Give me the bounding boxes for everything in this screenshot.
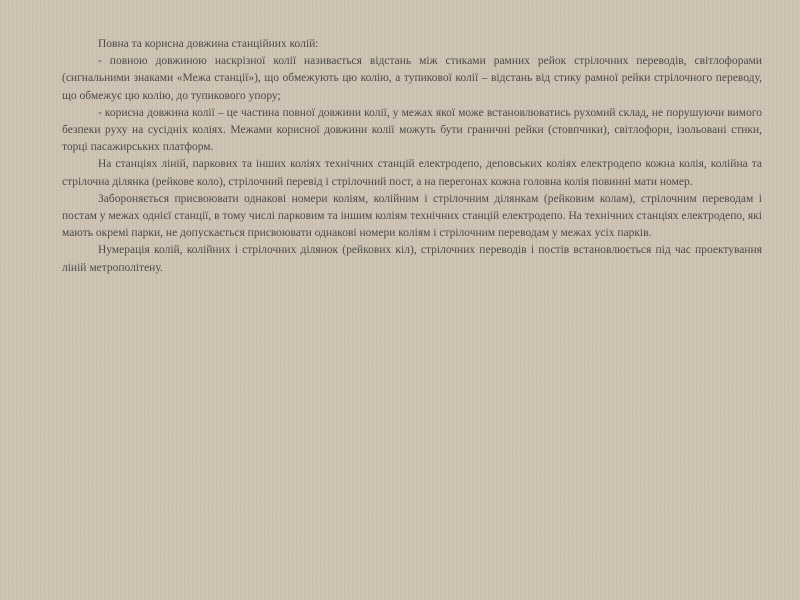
paragraph-numbering-prohibition: Забороняється присвоювати однакові номери коліям, колійним і стрілочним ділянкам (рейковим колам), стрілочним переводам і постам у межах однієї станції, в тому числі парковим та іншим коліям технічних станцій електродепо. На технічних станціях електродепо, які мають окремі парки, не допускається присвоювати однакові номери коліям і стрілочним переводам у межах усіх парків. bbox=[62, 192, 762, 240]
paragraph-full-length: - повною довжиною наскрізної колії називається відстань між стиками рамних рейок стрілочних переводів, світлофорами (сигнальними знаками «Межа станції»), що обмежують цю колію, а тупикової колії – відстань від стику рамної рейки стрілочного переводу, що обмежує цю колію, до тупикового упору; bbox=[62, 55, 762, 102]
paragraph-useful-length: - корисна довжина колії – це частина повної довжини колії, у межах якої може встановлюватись рухомий склад, не порушуючи вимого безпеки руху на сусідніх коліях. Межами корисної довжини колії можуть бути граничні рейки (стовпчики), світлофори, ізольовані стики, торці пасажирських платформ. bbox=[62, 106, 762, 154]
text-block bbox=[62, 36, 762, 277]
paragraph-heading: Повна та корисна довжина станційних колій: bbox=[98, 38, 319, 50]
paragraph-numbering-requirement: На станціях ліній, паркових та інших коліях технічних станцій електродепо, деповських коліях електродепо кожна колія, колійна та стрілочна ділянка (рейкове коло), стрілочний перевід і стрілочний пост, а на перегонах кожна головна колія повинні мати номер. bbox=[62, 158, 762, 188]
paragraph-numbering-design: Нумерація колій, колійних і стрілочних ділянок (рейкових кіл), стрілочних переводів і постів встановлюється під час проектування ліній метрополітену. bbox=[62, 244, 762, 274]
